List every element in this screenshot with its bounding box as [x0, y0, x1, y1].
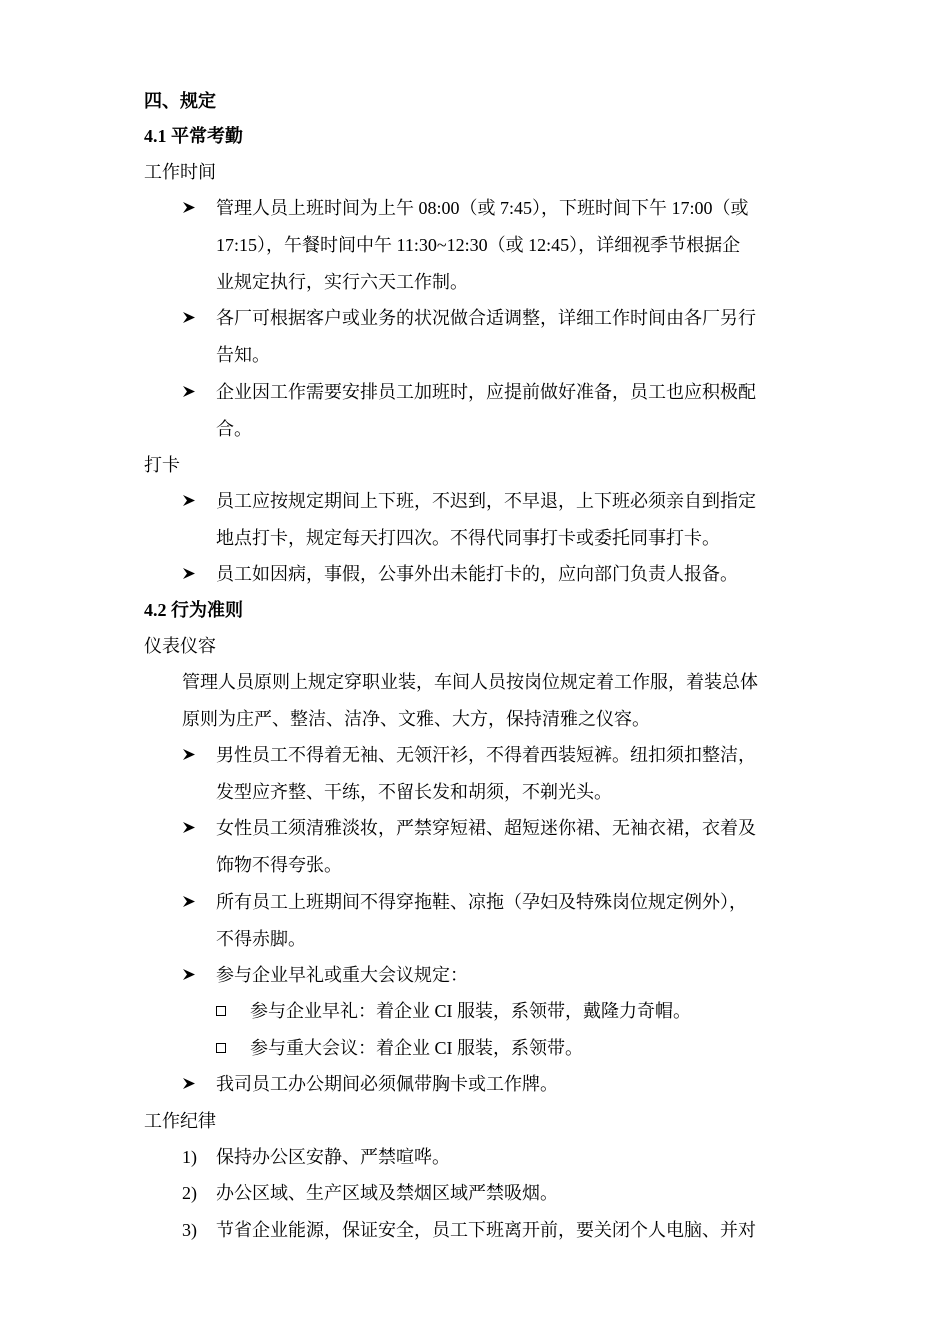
- list-item-line: 不得赤脚。: [216, 929, 306, 949]
- paragraph-line: 原则为庄严、整洁、洁净、文雅、大方，保持清雅之仪容。: [182, 709, 650, 729]
- list-item-line: 发型应齐整、干练，不留长发和胡须，不剃光头。: [216, 782, 612, 802]
- list-item-line: 我司员工办公期间必须佩带胸卡或工作牌。: [216, 1074, 558, 1094]
- list-item-line: 管理人员上班时间为上午 08:00（或 7:45），下班时间下午 17:00（或: [216, 198, 749, 218]
- subsection-title-4-2: 4.2 行为准则: [144, 600, 243, 620]
- section-heading: 四、规定: [144, 91, 216, 111]
- arrow-bullet-icon: [182, 816, 202, 840]
- discipline-label: 工作纪律: [144, 1111, 216, 1131]
- list-item-line: 参与企业早礼或重大会议规定：: [216, 965, 468, 985]
- numbered-item: 节省企业能源，保证安全，员工下班离开前，要关闭个人电脑、并对: [216, 1220, 756, 1240]
- list-item-line: 所有员工上班期间不得穿拖鞋、凉拖（孕妇及特殊岗位规定例外），: [216, 892, 747, 912]
- list-item-line: 男性员工不得着无袖、无领汗衫，不得着西装短裤。纽扣须扣整洁，: [216, 745, 756, 765]
- list-item-line: 业规定执行，实行六天工作制。: [216, 272, 468, 292]
- arrow-bullet-icon: [182, 890, 202, 914]
- list-item-line: 员工应按规定期间上下班，不迟到，不早退，上下班必须亲自到指定: [216, 491, 756, 511]
- list-item-line: 女性员工须清雅淡妆，严禁穿短裙、超短迷你裙、无袖衣裙，衣着及: [216, 818, 756, 838]
- numbered-item: 办公区域、生产区域及禁烟区域严禁吸烟。: [216, 1183, 558, 1203]
- list-number: 3): [182, 1220, 197, 1240]
- square-bullet-icon: [216, 1006, 226, 1016]
- list-item-line: 员工如因病，事假，公事外出未能打卡的，应向部门负责人报备。: [216, 564, 738, 584]
- sub-list-item: 参与重大会议：着企业 CI 服装，系领带。: [250, 1038, 583, 1058]
- arrow-bullet-icon: [182, 743, 202, 767]
- list-item-line: 地点打卡，规定每天打四次。不得代同事打卡或委托同事打卡。: [216, 528, 720, 548]
- list-item-line: 告知。: [216, 345, 270, 365]
- list-item-line: 合。: [216, 419, 252, 439]
- list-number: 2): [182, 1183, 197, 1203]
- arrow-bullet-icon: [182, 1072, 202, 1096]
- sub-list-item: 参与企业早礼：着企业 CI 服装，系领带，戴隆力奇帽。: [250, 1001, 691, 1021]
- numbered-item: 保持办公区安静、严禁喧哗。: [216, 1147, 450, 1167]
- list-item-line: 各厂可根据客户或业务的状况做合适调整，详细工作时间由各厂另行: [216, 308, 756, 328]
- arrow-bullet-icon: [182, 562, 202, 586]
- list-item-line: 17:15），午餐时间中午 11:30~12:30（或 12:45），详细视季节根据企: [216, 235, 741, 255]
- list-item-line: 企业因工作需要安排员工加班时，应提前做好准备，员工也应积极配: [216, 382, 756, 402]
- list-item-line: 饰物不得夸张。: [216, 855, 342, 875]
- appearance-label: 仪表仪容: [144, 636, 216, 656]
- arrow-bullet-icon: [182, 306, 202, 330]
- arrow-bullet-icon: [182, 963, 202, 987]
- arrow-bullet-icon: [182, 196, 202, 220]
- paragraph-line: 管理人员原则上规定穿职业装，车间人员按岗位规定着工作服，着装总体: [182, 672, 758, 692]
- subsection-title-4-1: 4.1 平常考勤: [144, 126, 243, 146]
- work-time-label: 工作时间: [144, 162, 216, 182]
- square-bullet-icon: [216, 1043, 226, 1053]
- punch-label: 打卡: [144, 455, 180, 475]
- list-number: 1): [182, 1147, 197, 1167]
- arrow-bullet-icon: [182, 489, 202, 513]
- arrow-bullet-icon: [182, 380, 202, 404]
